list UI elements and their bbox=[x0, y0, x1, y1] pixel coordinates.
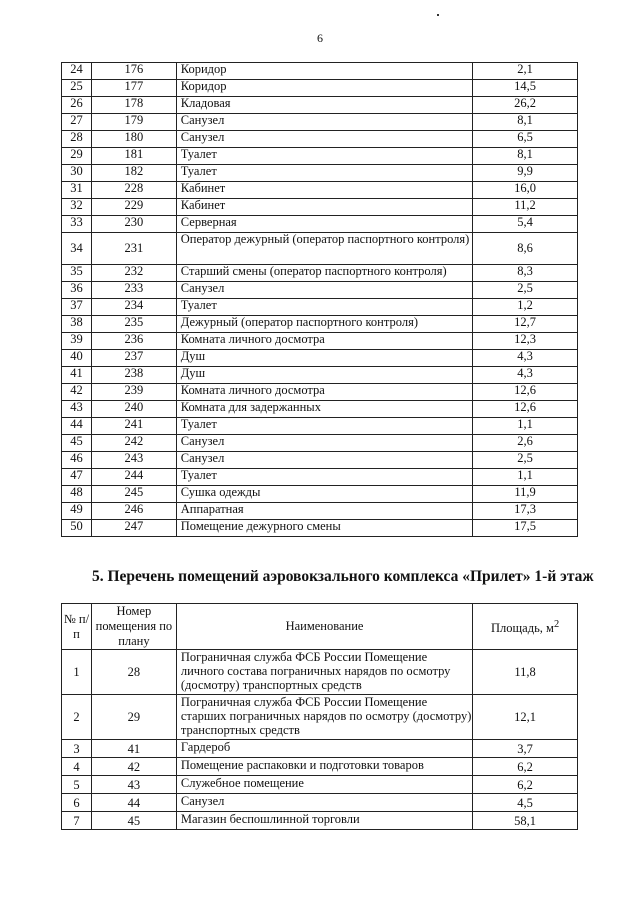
room-number-cell: 43 bbox=[91, 776, 176, 794]
section-title: 5. Перечень помещений аэровокзального комплекса «Прилет» 1-й этаж bbox=[92, 568, 594, 585]
room-name-cell: Кабинет bbox=[176, 199, 472, 216]
room-number-cell: 29 bbox=[91, 695, 176, 740]
room-number-cell: 41 bbox=[91, 740, 176, 758]
room-name-cell: Старший смены (оператор паспортного контроля) bbox=[176, 265, 472, 282]
room-name-cell: Туалет bbox=[176, 299, 472, 316]
room-area-cell: 12,3 bbox=[473, 333, 578, 350]
room-number-cell: 246 bbox=[91, 503, 176, 520]
room-number-cell: 247 bbox=[91, 520, 176, 537]
row-number-cell: 25 bbox=[62, 80, 92, 97]
row-number-cell: 44 bbox=[62, 418, 92, 435]
row-number-cell: 27 bbox=[62, 114, 92, 131]
room-number-cell: 241 bbox=[91, 418, 176, 435]
room-area-cell: 58,1 bbox=[473, 812, 578, 830]
table-row bbox=[62, 265, 578, 282]
room-name-cell: Душ bbox=[176, 367, 472, 384]
room-name-cell: Сушка одежды bbox=[176, 486, 472, 503]
room-name-cell: Комната личного досмотра bbox=[176, 384, 472, 401]
room-name-cell: Пограничная служба ФСБ России Помещение личного состава пограничных нарядов по осмотру (досмотру) транспортных средств bbox=[176, 650, 472, 695]
room-area-cell: 4,5 bbox=[473, 794, 578, 812]
room-name-cell: Магазин беспошлинной торговли bbox=[176, 812, 472, 830]
rooms-table-continued bbox=[61, 62, 578, 537]
room-name-cell: Туалет bbox=[176, 418, 472, 435]
arrival-rooms-table-body bbox=[62, 650, 578, 830]
room-name-cell: Душ bbox=[176, 350, 472, 367]
room-area-cell: 11,2 bbox=[473, 199, 578, 216]
room-name-cell: Туалет bbox=[176, 469, 472, 486]
row-number-cell: 24 bbox=[62, 63, 92, 80]
rooms-table-body bbox=[62, 63, 578, 537]
room-area-cell: 16,0 bbox=[473, 182, 578, 199]
room-number-cell: 243 bbox=[91, 452, 176, 469]
row-number-cell: 6 bbox=[62, 794, 92, 812]
table-row bbox=[62, 435, 578, 452]
room-name-cell: Серверная bbox=[176, 216, 472, 233]
room-area-cell: 17,3 bbox=[473, 503, 578, 520]
row-number-cell: 34 bbox=[62, 233, 92, 265]
room-name-cell: Оператор дежурный (оператор паспортного контроля) bbox=[176, 233, 472, 265]
room-area-cell: 6,5 bbox=[473, 131, 578, 148]
room-name-cell: Санузел bbox=[176, 794, 472, 812]
table-row bbox=[62, 486, 578, 503]
room-number-cell: 181 bbox=[91, 148, 176, 165]
page-number: 6 bbox=[317, 31, 323, 45]
room-area-cell: 1,2 bbox=[473, 299, 578, 316]
room-number-cell: 240 bbox=[91, 401, 176, 418]
room-name-cell: Санузел bbox=[176, 282, 472, 299]
room-area-cell: 12,1 bbox=[473, 695, 578, 740]
row-number-cell: 29 bbox=[62, 148, 92, 165]
room-name-cell: Коридор bbox=[176, 80, 472, 97]
room-name-cell: Санузел bbox=[176, 131, 472, 148]
room-area-cell: 12,6 bbox=[473, 384, 578, 401]
header-area bbox=[473, 604, 578, 650]
room-name-cell: Кабинет bbox=[176, 182, 472, 199]
row-number-cell: 4 bbox=[62, 758, 92, 776]
table-row bbox=[62, 199, 578, 216]
room-name-cell: Туалет bbox=[176, 165, 472, 182]
row-number-cell: 43 bbox=[62, 401, 92, 418]
header-number: № п/п bbox=[62, 604, 92, 650]
table-row bbox=[62, 367, 578, 384]
row-number-cell: 7 bbox=[62, 812, 92, 830]
room-number-cell: 239 bbox=[91, 384, 176, 401]
table-row bbox=[62, 63, 578, 80]
room-name-cell: Туалет bbox=[176, 148, 472, 165]
room-number-cell: 228 bbox=[91, 182, 176, 199]
row-number-cell: 35 bbox=[62, 265, 92, 282]
table-row bbox=[62, 165, 578, 182]
table-row bbox=[62, 282, 578, 299]
table-row bbox=[62, 401, 578, 418]
table-row bbox=[62, 350, 578, 367]
row-number-cell: 46 bbox=[62, 452, 92, 469]
table-row bbox=[62, 469, 578, 486]
room-name-cell: Кладовая bbox=[176, 97, 472, 114]
room-area-cell: 14,5 bbox=[473, 80, 578, 97]
room-area-cell: 8,6 bbox=[473, 233, 578, 265]
table-row bbox=[62, 812, 578, 830]
row-number-cell: 1 bbox=[62, 650, 92, 695]
table-row bbox=[62, 503, 578, 520]
row-number-cell: 30 bbox=[62, 165, 92, 182]
row-number-cell: 50 bbox=[62, 520, 92, 537]
row-number-cell: 28 bbox=[62, 131, 92, 148]
table-row bbox=[62, 695, 578, 740]
room-number-cell: 238 bbox=[91, 367, 176, 384]
table-row bbox=[62, 148, 578, 165]
row-number-cell: 41 bbox=[62, 367, 92, 384]
row-number-cell: 36 bbox=[62, 282, 92, 299]
room-area-cell: 12,7 bbox=[473, 316, 578, 333]
row-number-cell: 2 bbox=[62, 695, 92, 740]
room-area-cell: 11,9 bbox=[473, 486, 578, 503]
row-number-cell: 3 bbox=[62, 740, 92, 758]
row-number-cell: 48 bbox=[62, 486, 92, 503]
room-number-cell: 244 bbox=[91, 469, 176, 486]
room-area-cell: 8,1 bbox=[473, 148, 578, 165]
table-row bbox=[62, 418, 578, 435]
room-name-cell: Комната для задержанных bbox=[176, 401, 472, 418]
row-number-cell: 31 bbox=[62, 182, 92, 199]
room-name-cell: Помещение распаковки и подготовки товаров bbox=[176, 758, 472, 776]
row-number-cell: 39 bbox=[62, 333, 92, 350]
table-row bbox=[62, 520, 578, 537]
table-row bbox=[62, 794, 578, 812]
header-area-label: Площадь, м bbox=[491, 621, 554, 636]
row-number-cell: 42 bbox=[62, 384, 92, 401]
room-name-cell: Санузел bbox=[176, 114, 472, 131]
table-row bbox=[62, 97, 578, 114]
room-area-cell: 26,2 bbox=[473, 97, 578, 114]
arrival-rooms-table bbox=[61, 603, 578, 830]
table-row bbox=[62, 384, 578, 401]
room-number-cell: 234 bbox=[91, 299, 176, 316]
table-row bbox=[62, 299, 578, 316]
room-name-cell: Помещение дежурного смены bbox=[176, 520, 472, 537]
room-number-cell: 235 bbox=[91, 316, 176, 333]
room-number-cell: 176 bbox=[91, 63, 176, 80]
room-area-cell: 6,2 bbox=[473, 758, 578, 776]
table-row bbox=[62, 776, 578, 794]
table-row bbox=[62, 740, 578, 758]
room-number-cell: 44 bbox=[91, 794, 176, 812]
room-number-cell: 42 bbox=[91, 758, 176, 776]
room-area-cell: 12,6 bbox=[473, 401, 578, 418]
room-number-cell: 233 bbox=[91, 282, 176, 299]
room-number-cell: 230 bbox=[91, 216, 176, 233]
table-row bbox=[62, 216, 578, 233]
room-area-cell: 1,1 bbox=[473, 469, 578, 486]
row-number-cell: 40 bbox=[62, 350, 92, 367]
row-number-cell: 38 bbox=[62, 316, 92, 333]
room-number-cell: 177 bbox=[91, 80, 176, 97]
room-number-cell: 236 bbox=[91, 333, 176, 350]
room-number-cell: 242 bbox=[91, 435, 176, 452]
table-row bbox=[62, 758, 578, 776]
table-row bbox=[62, 452, 578, 469]
room-area-cell: 2,1 bbox=[473, 63, 578, 80]
table-row bbox=[62, 650, 578, 695]
table-row bbox=[62, 182, 578, 199]
scan-speck bbox=[437, 14, 439, 16]
room-area-cell: 8,1 bbox=[473, 114, 578, 131]
header-area-unit-power: 2 bbox=[553, 618, 560, 630]
room-area-cell: 2,5 bbox=[473, 452, 578, 469]
header-room-plan-number: Номер помещения по плану bbox=[91, 604, 176, 650]
room-number-cell: 180 bbox=[91, 131, 176, 148]
row-number-cell: 26 bbox=[62, 97, 92, 114]
room-area-cell: 5,4 bbox=[473, 216, 578, 233]
room-area-cell: 2,6 bbox=[473, 435, 578, 452]
table-row bbox=[62, 80, 578, 97]
room-number-cell: 237 bbox=[91, 350, 176, 367]
header-name: Наименование bbox=[176, 604, 472, 650]
room-name-cell: Аппаратная bbox=[176, 503, 472, 520]
room-name-cell: Коридор bbox=[176, 63, 472, 80]
room-area-cell: 8,3 bbox=[473, 265, 578, 282]
room-number-cell: 231 bbox=[91, 233, 176, 265]
room-number-cell: 179 bbox=[91, 114, 176, 131]
row-number-cell: 47 bbox=[62, 469, 92, 486]
room-number-cell: 229 bbox=[91, 199, 176, 216]
table-row bbox=[62, 131, 578, 148]
room-area-cell: 3,7 bbox=[473, 740, 578, 758]
row-number-cell: 45 bbox=[62, 435, 92, 452]
row-number-cell: 37 bbox=[62, 299, 92, 316]
room-area-cell: 4,3 bbox=[473, 367, 578, 384]
room-area-cell: 17,5 bbox=[473, 520, 578, 537]
room-name-cell: Санузел bbox=[176, 452, 472, 469]
room-name-cell: Пограничная служба ФСБ России Помещение старших пограничных нарядов по осмотру (досмотру) транспортных средств bbox=[176, 695, 472, 740]
row-number-cell: 5 bbox=[62, 776, 92, 794]
room-number-cell: 245 bbox=[91, 486, 176, 503]
row-number-cell: 33 bbox=[62, 216, 92, 233]
room-number-cell: 28 bbox=[91, 650, 176, 695]
room-area-cell: 4,3 bbox=[473, 350, 578, 367]
room-name-cell: Комната личного досмотра bbox=[176, 333, 472, 350]
room-name-cell: Дежурный (оператор паспортного контроля) bbox=[176, 316, 472, 333]
room-area-cell: 11,8 bbox=[473, 650, 578, 695]
table-row bbox=[62, 114, 578, 131]
row-number-cell: 49 bbox=[62, 503, 92, 520]
row-number-cell: 32 bbox=[62, 199, 92, 216]
room-number-cell: 178 bbox=[91, 97, 176, 114]
room-area-cell: 1,1 bbox=[473, 418, 578, 435]
table-row bbox=[62, 233, 578, 265]
table-row bbox=[62, 333, 578, 350]
room-area-cell: 6,2 bbox=[473, 776, 578, 794]
room-number-cell: 232 bbox=[91, 265, 176, 282]
room-number-cell: 182 bbox=[91, 165, 176, 182]
table-header-row bbox=[62, 604, 578, 650]
room-name-cell: Санузел bbox=[176, 435, 472, 452]
room-number-cell: 45 bbox=[91, 812, 176, 830]
room-name-cell: Гардероб bbox=[176, 740, 472, 758]
room-name-cell: Служебное помещение bbox=[176, 776, 472, 794]
room-area-cell: 2,5 bbox=[473, 282, 578, 299]
table-row bbox=[62, 316, 578, 333]
room-area-cell: 9,9 bbox=[473, 165, 578, 182]
